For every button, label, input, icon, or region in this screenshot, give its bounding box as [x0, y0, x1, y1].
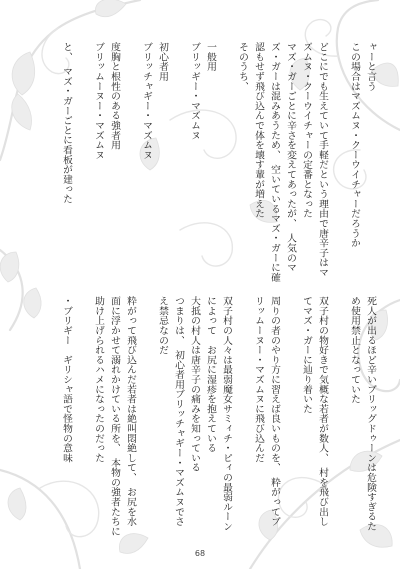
blank-line	[218, 42, 234, 292]
floral-flourish-left-middle	[0, 250, 41, 330]
text-line: つまりは、 初心者用ブリッチャギー・マズムヌでさ	[173, 296, 184, 527]
blank-line	[234, 296, 250, 546]
text-line: リッムーヌー・マズムヌに飛び込んだ	[253, 296, 264, 463]
text-line: 双子村の物好きで気概な若者が数人、 村を飛び出し	[317, 296, 328, 527]
text-line: によって お尻に湿疹を抱えている	[205, 296, 216, 453]
text-line: め使用禁止となっていた	[349, 296, 360, 404]
footnote-line: ・ブリギー ギリシャ語で怪物の意味	[61, 296, 72, 463]
lower-tier-text	[58, 296, 378, 546]
text-line: 度胸と根性のある強者用	[109, 42, 120, 150]
text-line: ャーと言う	[365, 42, 376, 91]
text-line: ズムヌ・クーウイチャーの定番となった	[301, 42, 312, 219]
text-line: マズ・ガーごとに辛さを変えてあったが、 人気のマ	[285, 42, 296, 273]
text-line: 粋がって飛び込んだ若者は絶叫悶絶して、 お尻を水	[125, 296, 136, 527]
text-line: 面に浮かせて溺れかけている所を、 本物の強者たちに	[109, 296, 120, 537]
text-line: 双子村の人々は最弱魔女サミィチ・ピィの最弱ルーン	[221, 296, 232, 532]
blank-line	[170, 42, 186, 292]
blank-line	[138, 296, 154, 546]
text-line: 助け上げられるハメになったのだった	[93, 296, 104, 463]
text-line: え禁忌なのだ	[157, 296, 168, 355]
blank-line	[330, 296, 346, 546]
text-line: この場合はマズムヌ・クーウイチャーだろうか	[349, 42, 360, 248]
text-line: てマズ・ガーに辿り着いた	[301, 296, 312, 414]
text-line: ブリッムーヌー・マズムヌ	[93, 42, 104, 160]
text-line: 周りの者のやり方に習えば良いものを、 粋がってブ	[269, 296, 280, 527]
blank-line	[74, 296, 90, 546]
blank-line	[74, 42, 90, 292]
upper-tier-text	[58, 42, 378, 292]
page-number: 68	[194, 549, 206, 558]
text-line: 死人が出るほど辛いブリッグドゥーンは危険すぎるた	[365, 296, 376, 532]
text-line: どこにでも生えていて手軽だという理由で唐辛子はマ	[317, 42, 328, 278]
text-line: 認もせず飛び込んで体を壊す輩が増えた	[253, 42, 264, 219]
text-line: ブリッギー・マズムヌ	[189, 42, 200, 140]
blank-line	[282, 296, 298, 546]
text-line: ズ・ガーは混みあうため、 空いているマズ・ガーに確	[269, 42, 280, 283]
text-line: 一般用	[205, 42, 216, 72]
blank-line	[330, 42, 346, 292]
text-line: ブリッチャギー・マズムヌ	[141, 42, 152, 160]
text-line: 大抵の村人は唐辛子の痛みを知っている	[189, 296, 200, 473]
blank-line	[122, 42, 138, 292]
text-line: 初心者用	[157, 42, 168, 82]
text-line: と、 マズ・ガーごとに看板が建った	[61, 42, 72, 204]
text-line: そのうち、	[237, 42, 248, 91]
